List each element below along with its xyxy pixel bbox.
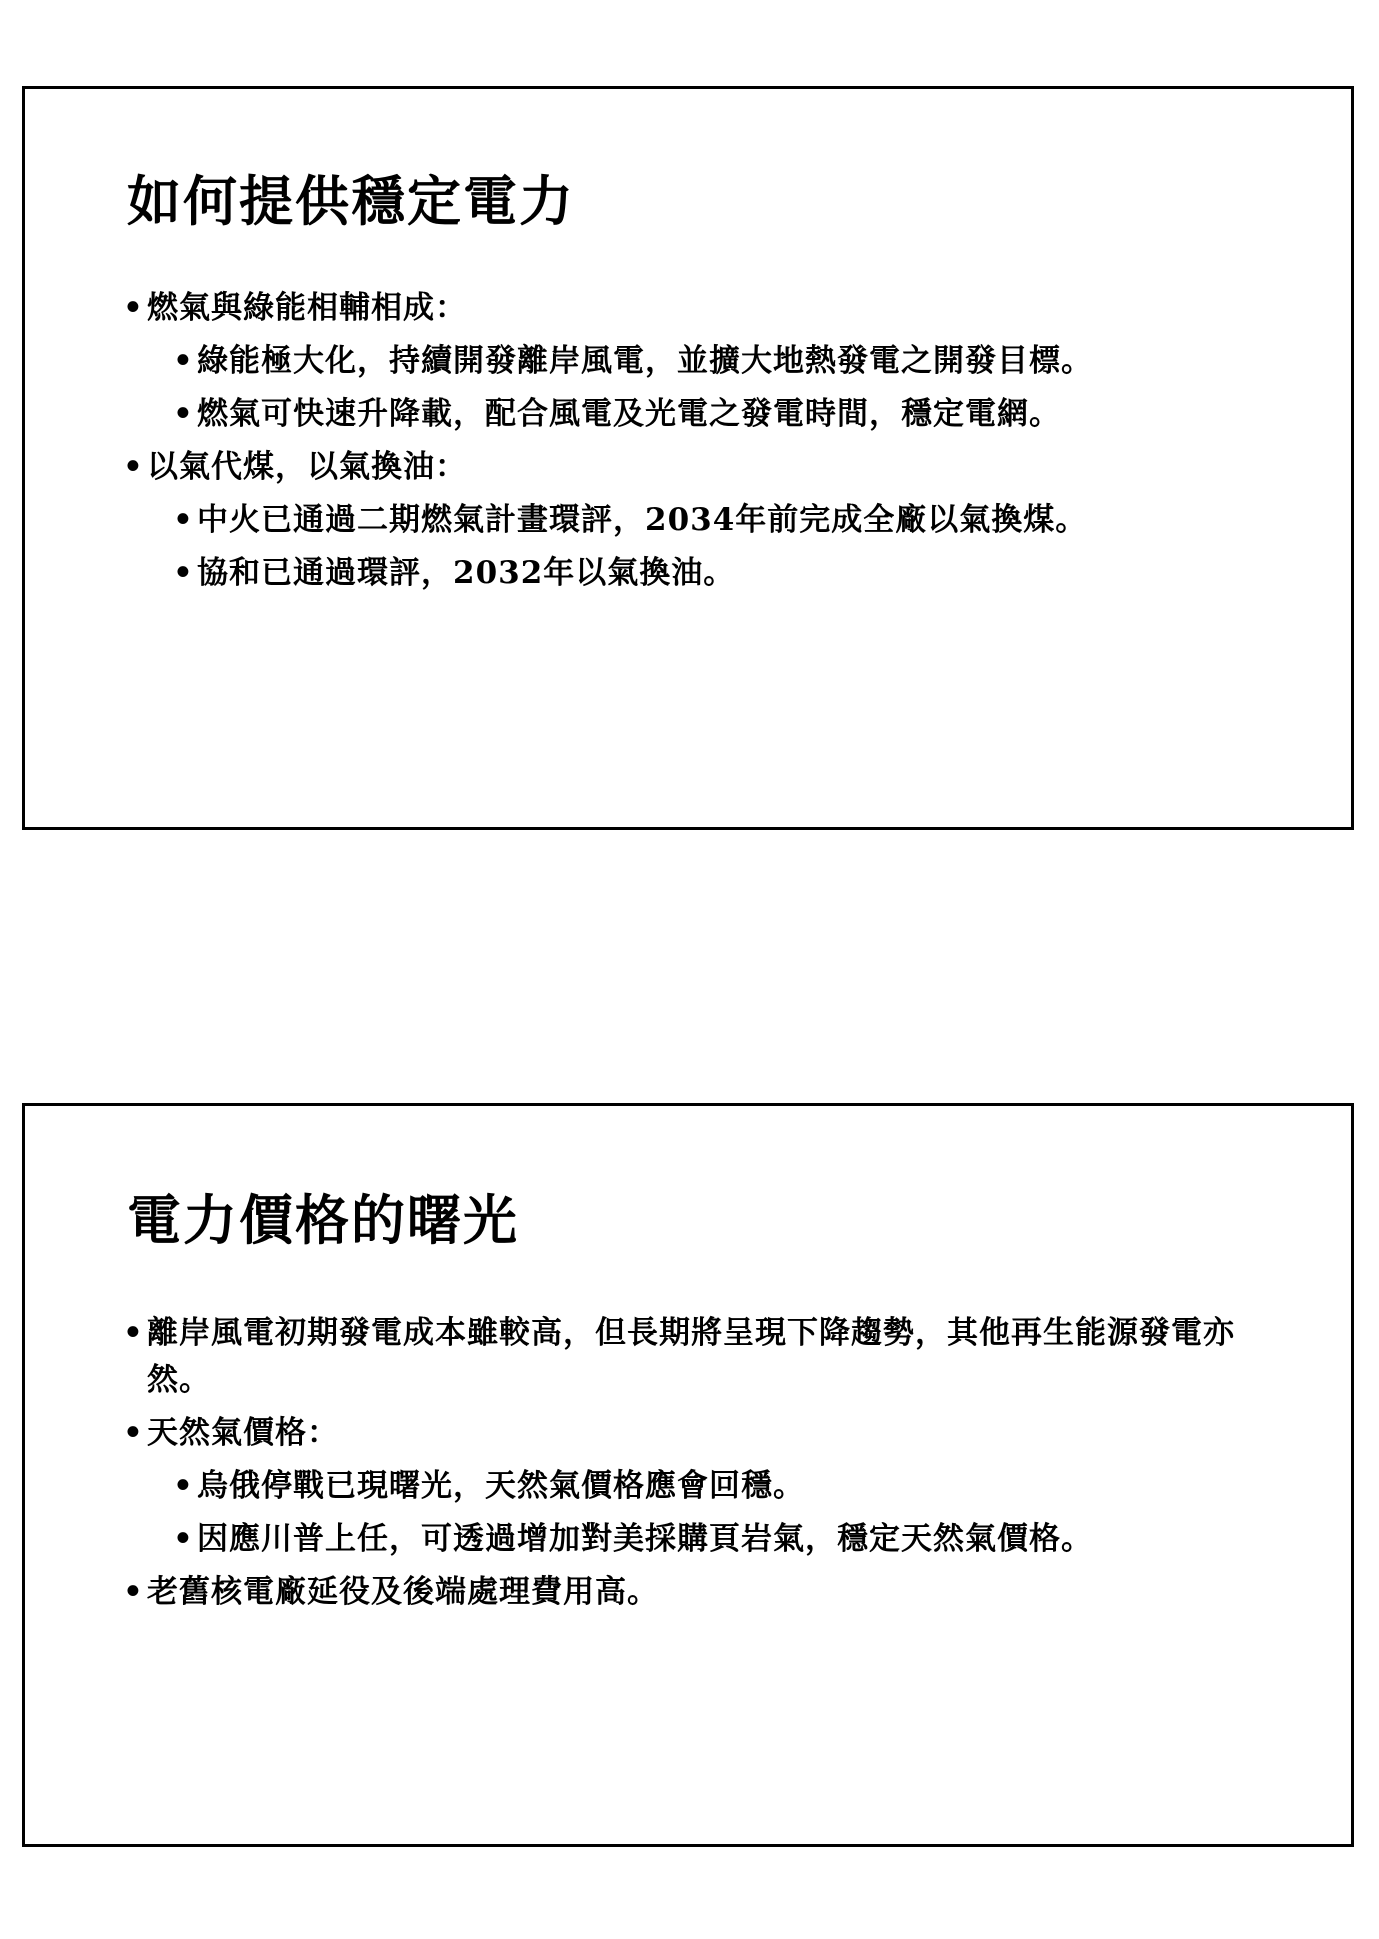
bullet-list [121, 285, 1321, 603]
slide-2 [22, 1103, 1354, 1847]
bullet-list [121, 1310, 1321, 1622]
bullet-item: • 老舊核電廠延役及後端處理費用高。 [121, 1569, 1321, 1616]
sub-bullet-item: • 協和已通過環評，2032年以氣換油。 [171, 550, 1257, 597]
slide-title: 如何提供穩定電力 [127, 169, 575, 233]
sub-bullet-item: • 因應川普上任，可透過增加對美採購頁岩氣，穩定天然氣價格。 [171, 1516, 1257, 1563]
bullet-item: • 以氣代煤，以氣換油： [121, 444, 1321, 491]
slide-1 [22, 86, 1354, 830]
sub-bullet-item: • 中火已通過二期燃氣計畫環評，2034年前完成全廠以氣換煤。 [171, 497, 1257, 544]
sub-bullet-item: • 綠能極大化，持續開發離岸風電，並擴大地熱發電之開發目標。 [171, 338, 1257, 385]
sub-bullet-item: • 燃氣可快速升降載，配合風電及光電之發電時間，穩定電網。 [171, 391, 1257, 438]
bullet-item: • 燃氣與綠能相輔相成： [121, 285, 1321, 332]
bullet-item: • 天然氣價格： [121, 1410, 1321, 1457]
slide-title: 電力價格的曙光 [127, 1188, 519, 1252]
bullet-item: • 離岸風電初期發電成本雖較高，但長期將呈現下降趨勢，其他再生能源發電亦然。 [121, 1310, 1267, 1404]
sub-bullet-item: • 烏俄停戰已現曙光，天然氣價格應會回穩。 [171, 1463, 1257, 1510]
